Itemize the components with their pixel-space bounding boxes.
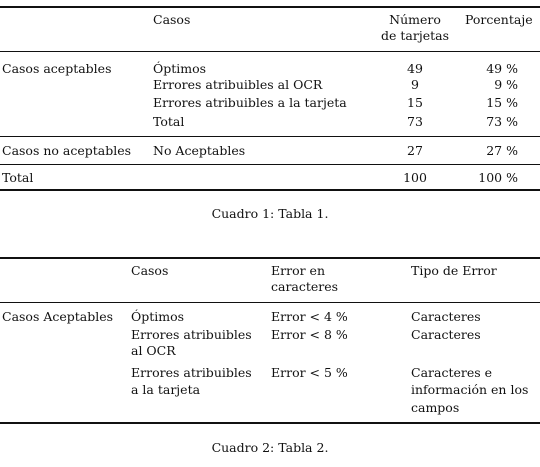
table-2-row-tipo: información en los xyxy=(411,382,529,397)
table-1-header-rule xyxy=(0,51,540,52)
table-1-header-casos: Casos xyxy=(153,12,191,27)
table-2-row-tipo: Caracteres e xyxy=(411,365,493,380)
table-1-header-porcentaje: Porcentaje xyxy=(465,12,533,27)
table-1-row-numero: 73 xyxy=(407,114,423,129)
table-1-row-porcentaje: 15 % xyxy=(486,95,518,110)
table-2-row-caso: Errores atribuibles xyxy=(131,365,252,380)
table-1-row-numero: 9 xyxy=(411,77,419,92)
table-1-bottom-rule xyxy=(0,189,540,191)
table-1-total-rule xyxy=(0,164,540,165)
table-1-row-numero: 15 xyxy=(407,95,423,110)
table-2-header-tipo: Tipo de Error xyxy=(411,263,497,278)
table-1-header-numero-line2: de tarjetas xyxy=(381,28,449,43)
table-1-row-numero: 100 xyxy=(403,170,427,185)
table-2-header-casos: Casos xyxy=(131,263,169,278)
table-1-row-numero: 49 xyxy=(407,61,423,76)
table-1-row-caso: No Aceptables xyxy=(153,143,246,158)
table-2-row-error: Error < 5 % xyxy=(271,365,348,380)
table-2-row-caso: Errores atribuibles xyxy=(131,327,252,342)
table-2-row-tipo: Caracteres xyxy=(411,327,481,342)
table-1-row-porcentaje: 100 % xyxy=(478,170,518,185)
table-1-group-total: Total xyxy=(2,170,34,185)
table-1-row-caso: Errores atribuibles al OCR xyxy=(153,77,323,92)
table-2-row-caso: Óptimos xyxy=(131,309,185,324)
table-2-group-aceptables: Casos Aceptables xyxy=(2,309,114,324)
table-1-group-aceptables: Casos aceptables xyxy=(2,61,112,76)
table-2-caption: Cuadro 2: Tabla 2. xyxy=(211,440,329,455)
table-1-row-porcentaje: 73 % xyxy=(486,114,518,129)
table-1-top-rule xyxy=(0,6,540,8)
table-1-group-no-aceptables: Casos no aceptables xyxy=(2,143,132,158)
table-1-row-porcentaje: 27 % xyxy=(486,143,518,158)
table-2-row-tipo: Caracteres xyxy=(411,309,481,324)
table-2-row-caso: a la tarjeta xyxy=(131,382,201,397)
table-2-top-rule xyxy=(0,257,540,259)
table-2-row-tipo: campos xyxy=(411,400,460,415)
table-1-row-caso: Errores atribuibles a la tarjeta xyxy=(153,95,347,110)
table-2-header-error-line2: caracteres xyxy=(271,279,339,294)
table-1-header-numero-line1: Número xyxy=(389,12,441,27)
table-2-row-error: Error < 8 % xyxy=(271,327,348,342)
table-1-row-porcentaje: 9 % xyxy=(494,77,518,92)
table-2-row-error: Error < 4 % xyxy=(271,309,348,324)
table-1-mid-rule xyxy=(0,136,540,137)
table-2-row-caso: al OCR xyxy=(131,343,176,358)
table-1-caption: Cuadro 1: Tabla 1. xyxy=(211,206,329,221)
table-1-row-numero: 27 xyxy=(407,143,423,158)
table-1-row-caso: Óptimos xyxy=(153,61,207,76)
table-2-header-rule xyxy=(0,302,540,303)
table-2-bottom-rule xyxy=(0,422,540,424)
table-1-row-porcentaje: 49 % xyxy=(486,61,518,76)
table-2-header-error-line1: Error en xyxy=(271,263,325,278)
table-1-row-caso: Total xyxy=(153,114,185,129)
